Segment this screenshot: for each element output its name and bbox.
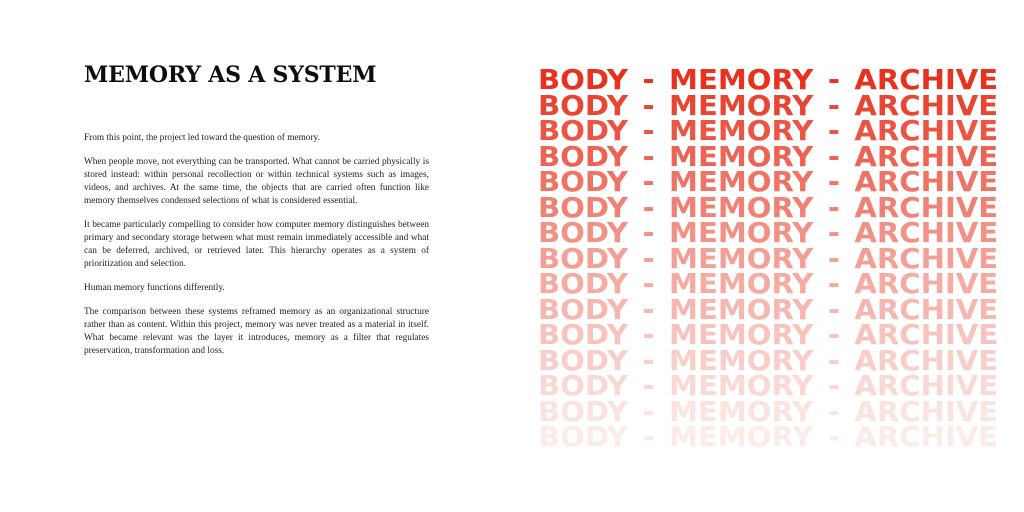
word-memory: MEMORY xyxy=(669,369,814,402)
dash: - xyxy=(642,139,655,173)
left-page xyxy=(84,62,429,356)
dash: - xyxy=(827,114,840,147)
word-memory: MEMORY xyxy=(669,343,814,377)
dash: - xyxy=(827,88,840,122)
word-archive: ARCHIVE xyxy=(854,369,999,402)
dash: - xyxy=(642,165,655,198)
word-archive: ARCHIVE xyxy=(854,343,999,377)
dash: - xyxy=(642,88,655,122)
word-archive: ARCHIVE xyxy=(854,216,999,249)
word-archive: ARCHIVE xyxy=(854,394,999,428)
word-body: BODY xyxy=(538,139,628,173)
word-body: BODY xyxy=(538,241,628,275)
word-archive: ARCHIVE xyxy=(854,267,999,300)
word-memory: MEMORY xyxy=(669,394,814,428)
dash: - xyxy=(827,292,840,326)
word-archive: ARCHIVE xyxy=(854,88,999,122)
word-archive: ARCHIVE xyxy=(854,190,999,224)
word-archive: ARCHIVE xyxy=(854,241,999,275)
page-title: MEMORY AS A SYSTEM xyxy=(84,62,377,88)
word-archive: ARCHIVE xyxy=(854,114,999,147)
dash: - xyxy=(827,318,840,351)
word-archive: ARCHIVE xyxy=(854,420,999,453)
word-body: BODY xyxy=(538,216,628,249)
word-memory: MEMORY xyxy=(669,114,814,147)
word-body: BODY xyxy=(538,165,628,198)
dash: - xyxy=(642,318,655,351)
word-body: BODY xyxy=(538,394,628,428)
body-text xyxy=(84,132,429,369)
dash: - xyxy=(827,394,840,428)
word-archive: ARCHIVE xyxy=(854,318,999,351)
paragraph: When people move, not everything can be transported. What cannot be carried physically is stored instead: within personal recollection or within technical systems such as images, videos, and archives. At the same time, the objects that are carried often function like memory themselves condensed selections of what is considered essential. xyxy=(84,157,429,206)
word-body: BODY xyxy=(538,63,628,96)
dash: - xyxy=(642,216,655,249)
dash: - xyxy=(642,190,655,224)
paragraph: The comparison between these systems reframed memory as an organizational structure rather than as content. Within this project, memory was never treated as a material in itself. What became relevant was the layer it introduces, memory as a filter that regulates preservation, transformation and loss. xyxy=(84,307,429,356)
word-archive: ARCHIVE xyxy=(854,63,999,96)
dash: - xyxy=(642,63,655,96)
dash: - xyxy=(827,420,840,453)
word-memory: MEMORY xyxy=(669,241,814,275)
dash: - xyxy=(642,114,655,147)
word-body: BODY xyxy=(538,190,628,224)
dash: - xyxy=(827,241,840,275)
dash: - xyxy=(642,241,655,275)
dash: - xyxy=(827,165,840,198)
dash: - xyxy=(642,394,655,428)
word-body: BODY xyxy=(538,267,628,300)
word-memory: MEMORY xyxy=(669,165,814,198)
word-memory: MEMORY xyxy=(669,267,814,300)
dash: - xyxy=(827,343,840,377)
dash: - xyxy=(827,190,840,224)
dash: - xyxy=(827,63,840,96)
typographic-artwork xyxy=(538,63,999,456)
word-memory: MEMORY xyxy=(669,190,814,224)
word-archive: ARCHIVE xyxy=(854,165,999,198)
dash: - xyxy=(642,420,655,453)
dash: - xyxy=(642,369,655,402)
word-body: BODY xyxy=(538,292,628,326)
word-memory: MEMORY xyxy=(669,139,814,173)
word-memory: MEMORY xyxy=(669,292,814,326)
word-memory: MEMORY xyxy=(669,420,814,453)
word-memory: MEMORY xyxy=(669,88,814,122)
repeat-line xyxy=(538,420,999,453)
paragraph: Human memory functions differently. xyxy=(84,283,225,293)
paragraph: It became particularly compelling to consider how computer memory distinguishes between primary and secondary storage between what must remain immediately accessible and what can be deferred, archived, or retrieved later. This hierarchy operates as a system of prioritization and selection. xyxy=(84,220,429,269)
word-body: BODY xyxy=(538,88,628,122)
dash: - xyxy=(642,267,655,300)
word-archive: ARCHIVE xyxy=(854,292,999,326)
dash: - xyxy=(642,292,655,326)
dash: - xyxy=(827,216,840,249)
dash: - xyxy=(642,343,655,377)
word-memory: MEMORY xyxy=(669,216,814,249)
word-body: BODY xyxy=(538,343,628,377)
dash: - xyxy=(827,139,840,173)
dash: - xyxy=(827,369,840,402)
paragraph: From this point, the project led toward the question of memory. xyxy=(84,133,320,143)
word-memory: MEMORY xyxy=(669,63,814,96)
word-body: BODY xyxy=(538,114,628,147)
word-memory: MEMORY xyxy=(669,318,814,351)
word-body: BODY xyxy=(538,420,628,453)
word-body: BODY xyxy=(538,318,628,351)
word-archive: ARCHIVE xyxy=(854,139,999,173)
word-body: BODY xyxy=(538,369,628,402)
dash: - xyxy=(827,267,840,300)
